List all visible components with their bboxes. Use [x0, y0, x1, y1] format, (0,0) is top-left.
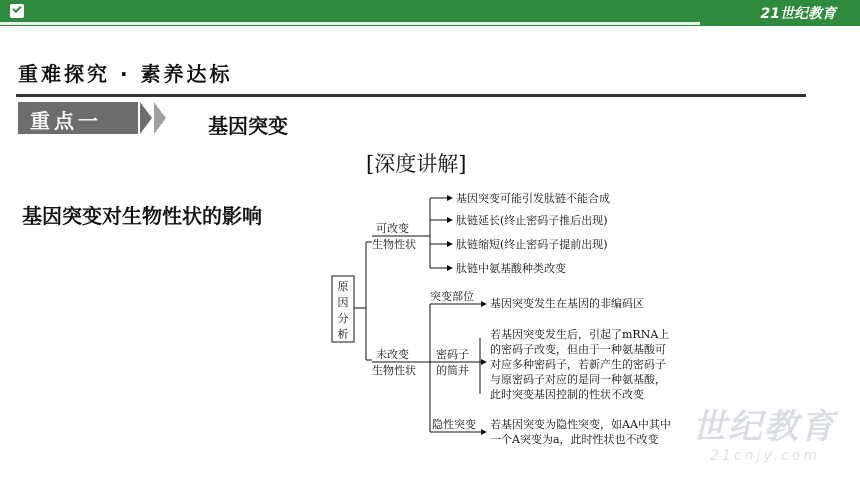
title-divider — [16, 94, 806, 97]
section-heading: [深度讲解] — [366, 152, 467, 176]
codon-line: 若基因突变发生后，引起了mRNA上 — [490, 328, 670, 341]
root-char: 分 — [337, 312, 349, 325]
branch-nochange-label-1: 未改变 — [376, 348, 409, 361]
codon-label-2: 的简并 — [436, 364, 469, 377]
branch-change-label-1: 可改变 — [376, 222, 409, 235]
brand-logo: 21世纪教育 — [760, 6, 836, 22]
change-bracket — [426, 198, 430, 268]
root-char: 析 — [337, 328, 349, 341]
watermark: 世纪教育 — [692, 407, 836, 447]
codon-line: 此时突变基因控制的性状不改变 — [490, 388, 644, 401]
recessive-line: 一个A突变为a，此时性状也不改变 — [490, 433, 659, 446]
change-item: 基因突变可能引发肽链不能合成 — [456, 192, 610, 205]
branch-change-label-2: 生物性状 — [372, 238, 416, 251]
change-item: 肽链缩短(终止密码子提前出现) — [456, 238, 608, 251]
codon-line: 的密码子改变，但由于一种氨基酸可 — [490, 343, 666, 356]
topic-title: 基因突变 — [208, 114, 288, 138]
chevron-right-icon — [154, 102, 166, 134]
concept-diagram — [320, 180, 740, 480]
top-bar — [0, 0, 860, 26]
check-icon — [10, 4, 24, 18]
codon-label-1: 密码子 — [436, 348, 469, 361]
page-title: 重难探究 · 素养达标 — [18, 62, 233, 86]
keypoint-label: 重点一 — [30, 109, 102, 133]
branch-nochange-label-2: 生物性状 — [372, 364, 416, 377]
recessive-label: 隐性突变 — [432, 418, 476, 431]
root-char: 原 — [337, 280, 349, 293]
root-char: 因 — [337, 296, 349, 309]
root-bracket — [354, 242, 372, 360]
recessive-line: 若基因突变为隐性突变，如AA中其中 — [490, 418, 671, 431]
lead-title: 基因突变对生物性状的影响 — [22, 204, 262, 228]
chevron-right-icon — [140, 102, 152, 134]
codon-line: 对应多种密码子，若新产生的密码子 — [490, 358, 666, 371]
site-text: 基因突变发生在基因的非编码区 — [490, 297, 644, 310]
watermark-sub: 21cnjy.com — [710, 448, 820, 464]
change-item: 肽链中氨基酸种类改变 — [456, 262, 566, 275]
keypoint-tab — [18, 102, 160, 134]
top-stripe — [0, 22, 700, 25]
site-label: 突变部位 — [430, 290, 474, 303]
change-item: 肽链延长(终止密码子推后出现) — [456, 214, 608, 227]
codon-line: 与原密码子对应的是同一种氨基酸， — [490, 373, 666, 386]
nochange-bracket — [426, 304, 430, 432]
